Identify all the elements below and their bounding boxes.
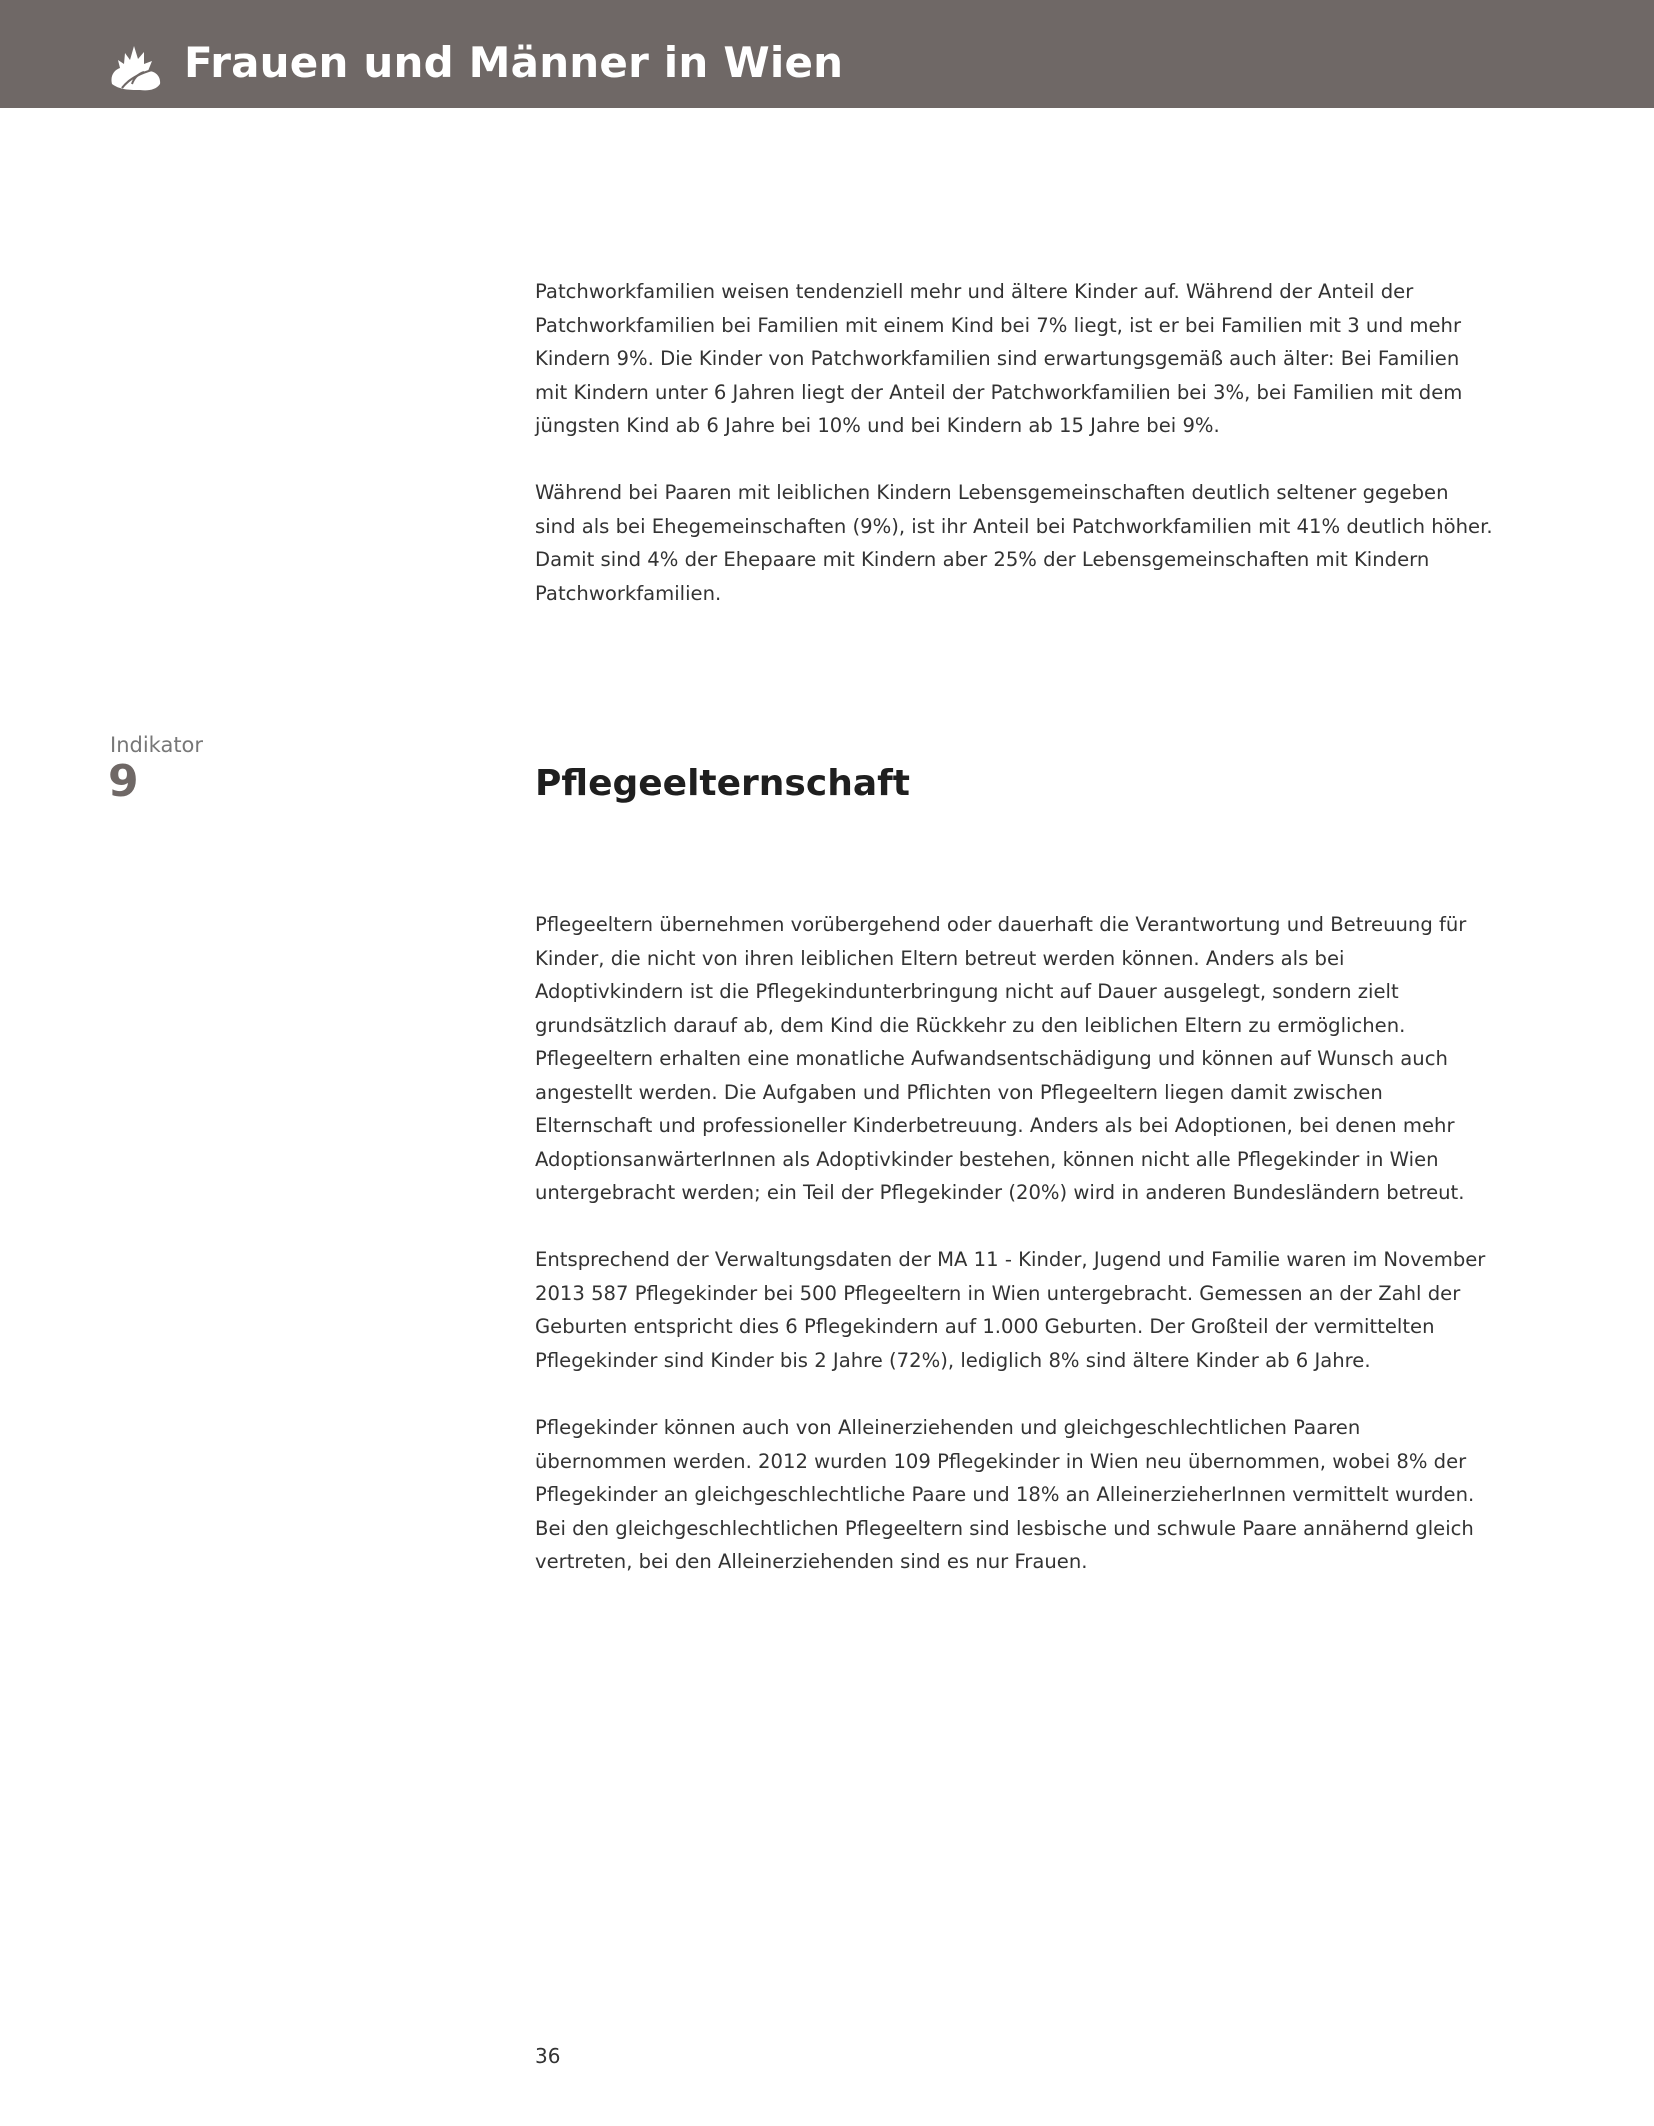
section-heading: Pflegeelternschaft (535, 763, 910, 804)
header-title: Frauen und Männer in Wien (184, 38, 844, 87)
body-paragraph-3: Pflegekinder können auch von Alleinerziehenden und gleichgeschlechtlichen Paaren übernommen werden. 2012 wurden 109 Pflegekinder in Wien neu übernommen, wobei 8% der Pflegekinder an gleichgeschlechtliche Paare und 18% an AlleinerzieherInnen vermittelt wurden. Bei den gleichgeschlechtlichen Pflegeeltern sind lesbische und schwule Paare annähernd gleich vertreten, bei den Alleinerziehenden sind es nur Frauen. (535, 1416, 1475, 1573)
header-bar (0, 0, 1654, 108)
indicator-number: 9 (108, 756, 139, 807)
intro-paragraph-1: Patchworkfamilien weisen tendenziell mehr und ältere Kinder auf. Während der Anteil der Patchworkfamilien bei Familien mit einem Kind bei 7% liegt, ist er bei Familien mit 3 und mehr Kindern 9%. Die Kinder von Patchworkfamilien sind erwartungsgemäß auch älter: Bei Familien mit Kindern unter 6 Jahren liegt der Anteil der Patchworkfamilien bei 3%, bei Familien mit dem jüngsten Kind ab 6 Jahre bei 10% und bei Kindern ab 15 Jahre bei 9%. (535, 280, 1463, 437)
body-paragraph-2: Entsprechend der Verwaltungsdaten der MA 11 - Kinder, Jugend und Familie waren im November 2013 587 Pflegekinder bei 500 Pflegeeltern in Wien untergebracht. Gemessen an der Zahl der Geburten entspricht dies 6 Pflegekindern auf 1.000 Geburten. Der Großteil der vermittelten Pflegekinder sind Kinder bis 2 Jahre (72%), lediglich 8% sind ältere Kinder ab 6 Jahre. (535, 1248, 1486, 1372)
page-number: 36 (535, 2044, 561, 2068)
intro-paragraph-2: Während bei Paaren mit leiblichen Kindern Lebensgemeinschaften deutlich seltener gegeben sind als bei Ehegemeinschaften (9%), ist ihr Anteil bei Patchworkfamilien mit 41% deutlich höher. Damit sind 4% der Ehepaare mit Kindern aber 25% der Lebensgemeinschaften mit Kindern Patchworkfamilien. (535, 481, 1493, 605)
indicator-label: Indikator (110, 733, 204, 757)
wien-logo-icon (108, 44, 162, 92)
body-paragraph-1: Pflegeeltern übernehmen vorübergehend oder dauerhaft die Verantwortung und Betreuung für Kinder, die nicht von ihren leiblichen Eltern betreut werden können. Anders als bei Adoptivkindern ist die Pflegekindunterbringung nicht auf Dauer ausgelegt, sondern zielt grundsätzlich darauf ab, dem Kind die Rückkehr zu den leiblichen Eltern zu ermöglichen. Pflegeeltern erhalten eine monatliche Aufwandsentschädigung und können auf Wunsch auch angestellt werden. Die Aufgaben und Pflichten von Pflegeeltern liegen damit zwischen Elternschaft und professioneller Kinderbetreuung. Anders als bei Adoptionen, bei denen mehr AdoptionsanwärterInnen als Adoptivkinder bestehen, können nicht alle Pflegekinder in Wien untergebracht werden; ein Teil der Pflegekinder (20%) wird in anderen Bundesländern betreut. (535, 913, 1467, 1204)
